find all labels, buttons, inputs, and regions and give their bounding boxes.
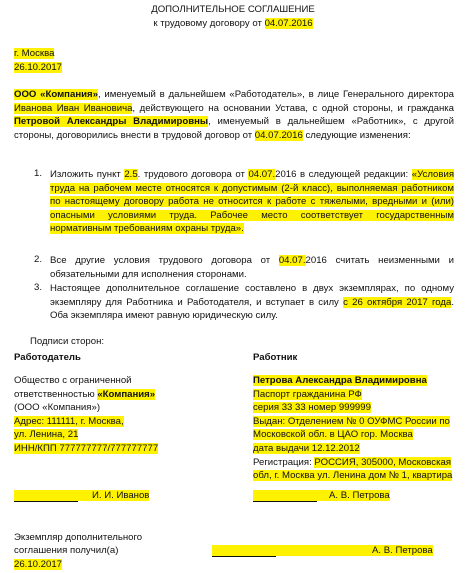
document-date: 26.10.2017 xyxy=(14,62,63,73)
receipt-sign-name: А. В. Петрова xyxy=(372,545,433,556)
contract-date: 04.07.2016 xyxy=(254,129,303,141)
signature-line xyxy=(14,490,78,502)
subtitle-prefix: к трудовому договору от xyxy=(153,18,265,29)
signature-line xyxy=(212,545,276,557)
list-item: Изложить пункт 2.5. трудового договора от 04.07.2016 в следующей редакции: «Условия труда на рабочем месте относятся к допустимым (2-й класс), выполняемая работником по настоящему договору работа не относится к работе с тяжелыми, вредными и (или) опасными условиями труда. Рабочее место соответствует государственным нормативным требованиям охраны труда». xyxy=(50,169,455,235)
subtitle-date: 04.07.2016 xyxy=(264,18,313,29)
list-item-number: 2. xyxy=(34,254,43,265)
signatures-heading: Подписи сторон: xyxy=(30,336,105,347)
effective-date: с 26 октября 2017 года xyxy=(343,296,452,308)
signature-line xyxy=(253,490,317,502)
employee-sign-name: А. В. Петрова xyxy=(329,490,390,501)
employee-name: Петровой Александры Владимировны xyxy=(14,116,209,128)
list-item-number: 1. xyxy=(34,168,43,179)
employee-label: Работник xyxy=(253,352,298,363)
list-item: Настоящее дополнительное соглашение составлено в двух экземплярах, по одному экземпляру для Работника и Работодателя, и вступает в силу с 26 октября 2017 года. Оба экземпляра имеют равную юридическую силу. xyxy=(50,283,455,322)
employer-sign-name: И. И. Иванов xyxy=(92,490,150,501)
employee-details: Петрова Александра Владимировна Паспорт гражданина РФ серия 33 33 номер 999999 Выдан: Отделением № 0 ОУФМС России по Московской обл. в ЦАО гор. Москва дата выдачи 12.12.2012 Регистрация: РОССИЯ, 305000, Московская обл, г. Москва ул. Ленина дом № 1, квартира xyxy=(253,375,453,482)
document-subtitle xyxy=(0,18,466,29)
company-name: ООО «Компания» xyxy=(14,89,98,100)
receipt-line-1: Экземпляр дополнительного xyxy=(14,532,143,543)
document-title: ДОПОЛНИТЕЛЬНОЕ СОГЛАШЕНИЕ xyxy=(151,4,315,15)
place: г. Москва xyxy=(14,48,55,59)
list-item-number: 3. xyxy=(34,282,43,293)
preamble: ООО «Компания», именуемый в дальнейшем «Работодатель», в лице Генерального директора Иванова Иван Ивановича, действующего на основании Устава, с одной стороны, и гражданка Петровой Александры Владимировны, именуемый в дальнейшем «Работник», с другой стороны, договорились внести в трудовой договор от 04.07.2016 следующие изменения: xyxy=(14,89,455,141)
employer-signature xyxy=(14,490,149,502)
employer-label: Работодатель xyxy=(14,352,81,363)
employer-details: Общество с ограниченной ответственностью «Компания» (ООО «Компания») Адрес: 111111, г. Москва, ул. Ленина, 21 ИНН/КПП 777777777/777777777 xyxy=(14,375,159,454)
director-name: Иванова Иван Ивановича xyxy=(14,102,133,114)
employee-signature xyxy=(253,490,390,502)
quoted-clause: «Условия труда на рабочем месте относятся к допустимым (2-й класс), выполняемая работником по настоящему договору работа не относится к работе с тяжелыми, вредными и (или) опасными условиями труда. Рабочее место соответствует государственным нормативным требованиям охраны труда». xyxy=(50,169,455,235)
receipt-signature xyxy=(212,545,433,557)
receipt-date: 26.10.2017 xyxy=(14,559,63,570)
list-item: Все другие условия трудового договора от 04.07.2016 считать неизменными и обязательными для исполнения сторонами. xyxy=(50,255,454,280)
receipt-line-2: соглашения получил(а) xyxy=(14,545,119,556)
